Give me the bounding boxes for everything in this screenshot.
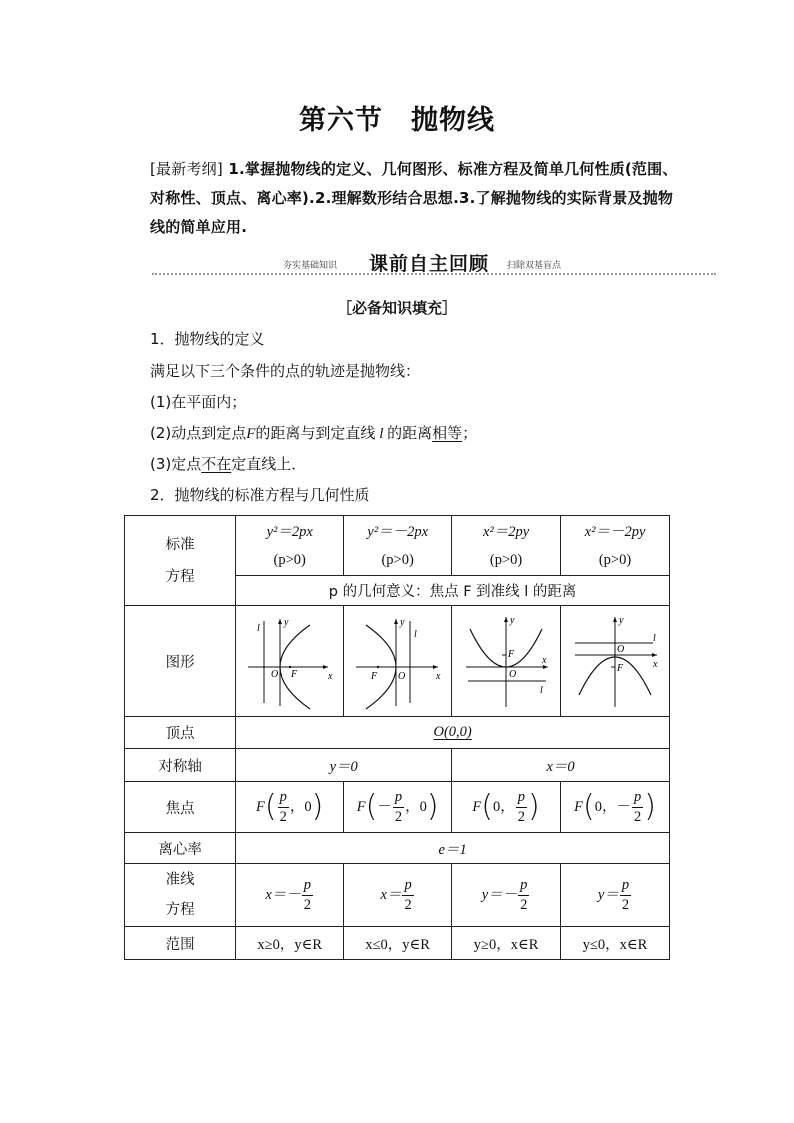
label-x: x (435, 671, 441, 682)
row-header-ecc: 离心率 (125, 833, 236, 864)
label-F: F (617, 663, 624, 674)
row-header-vertex: 顶点 (125, 717, 236, 749)
fraction-p-over-2: $\frac{p}{2}$ (303, 877, 312, 913)
section1-heading: 1．抛物线的定义 (150, 330, 265, 348)
equation-2: y²＝－2px (367, 523, 428, 540)
fraction-p-over-2: $\frac{p}{2}$ (520, 877, 528, 913)
label-l: l (413, 629, 417, 640)
condition-2-l: l (379, 426, 384, 442)
figure-cell-3 (452, 606, 561, 717)
section2-heading: 2．抛物线的标准方程与几何性质 (150, 486, 370, 504)
condition-2-answer: 相等 (432, 424, 463, 442)
label-y: y (399, 617, 405, 628)
figure-cell-4 (561, 606, 670, 717)
banner-left-text: 夯实基础知识 (283, 261, 338, 271)
focus-cell-4: F(0，－ $\frac{p}{2}$ ) (561, 782, 670, 833)
equation-cell (236, 516, 344, 576)
equation-1: y²＝2px (266, 523, 313, 540)
syllabus-text: 1.掌握抛物线的定义、几何图形、标准方程及简单几何性质(范围、对称性、顶点、离心率).2.理解数形结合思想.3.了解抛物线的实际背景及抛物线的简单应用. (150, 160, 678, 236)
equation-cell (452, 516, 561, 576)
knowledge-fill-title: ［必备知识填充］ (336, 299, 457, 317)
fraction-p-over-2: $\frac{p}{2}$ (394, 789, 403, 825)
focus-F: F (472, 799, 482, 815)
vertex-value-text: O(0,0) (433, 724, 472, 740)
parabola-down-graph (565, 611, 665, 711)
row-header-directrix-2: 方程 (165, 902, 195, 918)
row-header-axis: 对称轴 (125, 749, 236, 782)
equation-cell (561, 516, 670, 576)
fraction-p-over-2: $\frac{p}{2}$ (279, 789, 287, 825)
axis-value-1: y＝0 (236, 749, 452, 782)
equation-3: x²＝2py (482, 523, 530, 540)
syllabus-intro (150, 155, 680, 242)
label-F: F (370, 671, 377, 682)
focus-cell-1: F( $\frac{p}{2}$ ，0) (236, 782, 344, 833)
focus-F: F (574, 799, 583, 815)
banner-main-text: 课前自主回顾 (369, 253, 490, 275)
fraction-p-over-2: $\frac{p}{2}$ (517, 789, 525, 825)
condition-3-text: (3)定点 (150, 455, 202, 473)
condition-p: (p>0) (273, 551, 306, 568)
condition-3-answer: 不在 (201, 455, 232, 473)
range-value-4: y≤0，x∈R (561, 927, 670, 960)
fraction-p-over-2: $\frac{p}{2}$ (404, 877, 412, 913)
label-l: l (256, 623, 260, 634)
focus-F: F (356, 799, 366, 815)
row-header-range: 范围 (125, 927, 236, 960)
row-header-focus: 焦点 (125, 782, 236, 833)
section-banner (152, 249, 716, 275)
condition-p: (p>0) (598, 551, 632, 568)
condition-2-F: F (246, 426, 256, 442)
focus-cell-3: F(0， $\frac{p}{2}$ ) (452, 782, 561, 833)
row-header-figure: 图形 (125, 606, 236, 717)
parabola-up-graph (456, 611, 556, 711)
focus-F: F (256, 799, 265, 815)
label-l: l (540, 685, 543, 696)
condition-2-end: ； (462, 424, 478, 442)
condition-1: (1)在平面内； (150, 393, 247, 411)
directrix-cell-1: x＝－ $\frac{p}{2}$ (236, 864, 344, 927)
label-F: F (508, 649, 515, 660)
condition-p: (p>0) (381, 551, 414, 568)
label-O: O (617, 644, 625, 655)
row-header-std-eq-1: 标准 (165, 536, 195, 553)
axis-value-2: x＝0 (452, 749, 670, 782)
label-y: y (619, 615, 624, 626)
range-value-1: x≥0，y∈R (236, 927, 344, 960)
focus-cell-2: F(－ $\frac{p}{2}$ ，0) (344, 782, 452, 833)
syllabus-tag: [最新考纲] (150, 160, 223, 178)
figure-cell-2 (344, 606, 452, 717)
directrix-cell-3: y＝－ $\frac{p}{2}$ (452, 864, 561, 927)
range-value-3: y≥0，x∈R (452, 927, 561, 960)
equation-cell (344, 516, 452, 576)
condition-3 (150, 453, 306, 475)
label-x: x (542, 655, 547, 666)
label-x: x (653, 659, 658, 670)
section1-lead: 满足以下三个条件的点的轨迹是抛物线： (150, 362, 421, 380)
label-O: O (509, 669, 517, 680)
condition-3-end: 定直线上． (231, 455, 307, 473)
condition-2 (150, 422, 477, 445)
parabola-properties-table (124, 515, 670, 960)
label-y: y (283, 617, 289, 628)
equation-4: x²＝－2py (584, 523, 646, 540)
label-l: l (653, 633, 656, 644)
parabola-left-graph (348, 611, 448, 711)
row-header-directrix-1: 准线 (165, 872, 195, 888)
condition-2-text-mid2: 的距离 (387, 424, 433, 442)
range-value-2: x≤0，y∈R (344, 927, 452, 960)
p-meaning: p 的几何意义：焦点 F 到准线 l 的距离 (236, 576, 670, 606)
row-header-std-eq-2: 方程 (165, 568, 195, 585)
row-header-directrix (125, 864, 236, 927)
condition-p: (p>0) (489, 551, 523, 568)
fraction-p-over-2: $\frac{p}{2}$ (633, 789, 642, 825)
condition-2-text-mid: 的距离与到定直线 (255, 424, 376, 442)
page-title: 第六节 抛物线 (299, 105, 495, 136)
label-x: x (327, 671, 333, 682)
row-header-std-eq (125, 516, 236, 606)
label-O: O (270, 669, 278, 680)
parabola-right-graph (240, 611, 340, 711)
label-O: O (397, 671, 405, 682)
fraction-p-over-2: $\frac{p}{2}$ (621, 877, 630, 913)
label-F: F (290, 669, 297, 680)
directrix-cell-4: y＝ $\frac{p}{2}$ (561, 864, 670, 927)
figure-cell-1 (236, 606, 344, 717)
condition-2-text: (2)动点到定点 (150, 424, 247, 442)
ecc-value: e＝1 (236, 833, 670, 864)
directrix-cell-2: x＝ $\frac{p}{2}$ (344, 864, 452, 927)
vertex-value (236, 717, 670, 749)
banner-right-text: 扫除双基盲点 (507, 261, 562, 271)
label-y: y (510, 615, 515, 626)
